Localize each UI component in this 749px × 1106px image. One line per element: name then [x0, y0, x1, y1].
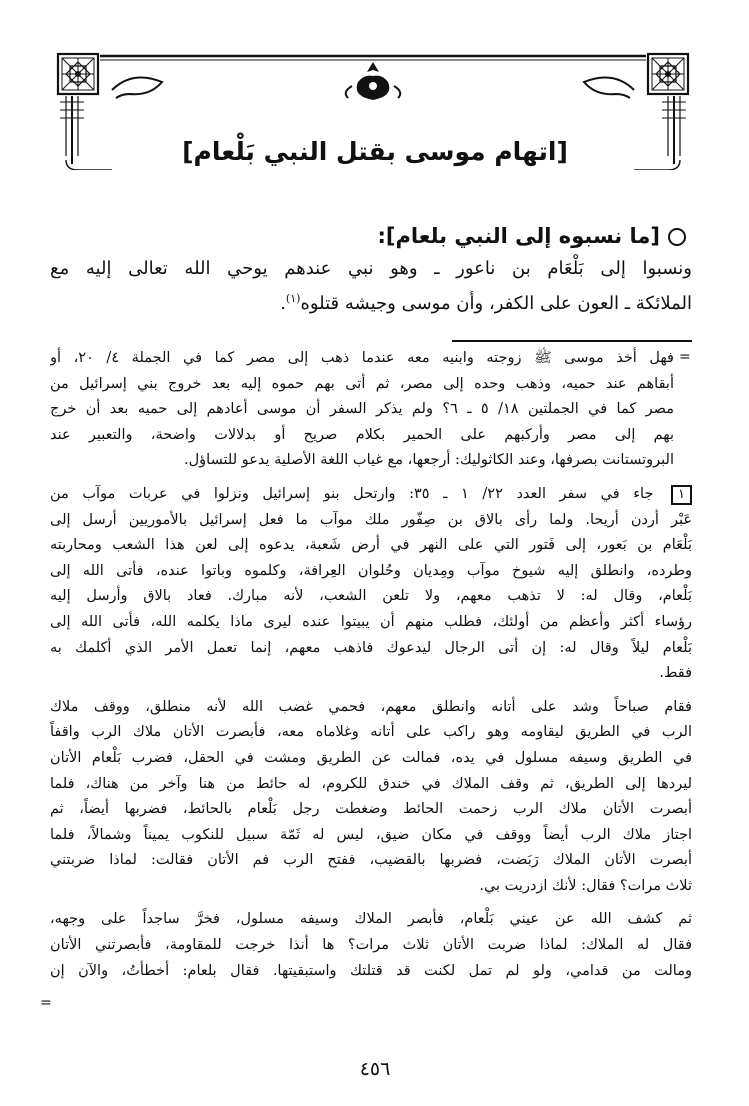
- footnote-line: بَلْعام ليلاً وقال له: إن أتى الرجال ليدعوك فاذهب معهم، إنما تعمل الأمر الذي أكلمك به: [50, 639, 692, 656]
- footnote-separator-rule: [452, 340, 692, 342]
- footnote-line: فقال له الملاك: لماذا ضربت الأتان ثلاث مرات؟ ها أنذا خرجت للمقاومة، فأبصرتني الأتان: [50, 937, 692, 954]
- footnote-line: البروتستانت بصرفها، وعند الكاثوليك: أرجعها، مع غياب اللغة الأصلية يدعو للتساؤل.: [184, 452, 674, 469]
- right-scroll-curl: [584, 78, 634, 99]
- footnote-line: فقام صباحاً وشد على أتانه وانطلق معهم، فحمي غضب الله لأنه منطلق، ووقف ملاك: [50, 698, 692, 715]
- footnote-line: رؤساء أكثر وأعظم من أولئك، فطلب منهم أن يبيتوا عنده ليرى ماذا يكلمه الله، فأتى الله إلى: [50, 613, 692, 630]
- footnote-line: مصر كما في الجملتين ١٨/ ٥ ـ ٦؟ ولم يذكر السفر أن موسى أعادهم إلى حميه بعد أن خرج: [50, 401, 674, 418]
- footnote-reference: (١): [285, 292, 301, 305]
- footnote-line: بهم إلى مصر وأركبهم على الحمير بكلام صريح أو بدلالات واضحة، والتعبير عند: [50, 426, 674, 443]
- main-body-text: [50, 254, 692, 319]
- footnote-line: فهل أخذ موسى ﷺ زوجته وابنيه معه عندما ذهب إلى مصر كما في الجملة ٤/ ٢٠، أو: [50, 350, 674, 366]
- footnote-number-box: ١: [671, 485, 692, 505]
- footnote-1-paragraph-2: [50, 695, 692, 900]
- footnote-line: أبصرت الأتان ملاك الرب زحمت الحائط وضغطت رجل بَلْعام بالحائط، فضربها أيضاً، ثم: [50, 801, 692, 818]
- body-line: الملائكة ـ العون على الكفر، وأن موسى وجيشه قتلوه$^{(١)}$.: [280, 292, 692, 314]
- left-column-ornament: [60, 96, 84, 164]
- footnote-1-paragraph-3: [50, 907, 692, 984]
- section-heading: [300, 218, 686, 254]
- body-line: ونسبوا إلى بَلْعَام بن ناعور ـ وهو نبي عندهم يوحي الله تعالى إليه مع: [50, 258, 692, 279]
- footnote-line: الرب في الطريق ليقاومه وهو راكب على أتانه وغلاماه معه، فأبصرت الأتان ملاك الرب واقفاً: [50, 724, 692, 741]
- footnote-line: ومالت من قدامي، ولو لم تمل لكنت قد قتلتك واستبقيتها. فقال بلعام: أخطأتُ، والآن إن: [50, 962, 692, 979]
- footnote-line: بَلْعام، وقال له: لا تذهب معهم، ولا تلعن الشعب، لأنه مبارك. فعاد بالاق وأرسل إليه: [50, 588, 692, 605]
- center-lotus-ornament: [346, 62, 401, 100]
- footnote-1-paragraph-1: [50, 482, 692, 687]
- footnote-line: اجتاز ملاك الرب أيضاً ووقف في مكان ضيق، ليس له ثَمّة سبيل للنكوب يميناً وشمالاً، فلما: [50, 826, 692, 843]
- footnote-line: في الطريق وسيفه مسلول في يده، فمالت عن الطريق ومشت في الحقل، فضرب بَلْعام الأتان: [50, 749, 692, 766]
- section-heading-text: [ما نسبوه إلى النبي بلعام]:: [377, 224, 660, 248]
- chapter-title: [اتهام موسى بقتل النبي بَلْعام]: [182, 137, 568, 166]
- footnote-line: بَلْعَام بن بَعور، إلى فَتور التي على النهر في أرض شَعبة، يدعوه إلى لعن هذا الشعب ومحاربته: [50, 537, 692, 554]
- footnote-line: أبصرت الأتان الملاك رَبَضت، فضربها بالقضيب، ففتح الرب فم الأتان فقالت: لماذا ضربتني: [50, 852, 692, 869]
- footnote-line: أبقاهم عند حميه، وذهب وحده إلى مصر، ثم أتى بهم حموه إليه بعد خروج بني إسرائيل من: [50, 375, 674, 392]
- circle-bullet-icon: [668, 228, 686, 246]
- continuation-marker: =: [679, 349, 691, 365]
- footnote-line: وطرده، وانطلق إليه شيوخ موآب ومِديان وحُلوان العِرافة، وكلموه وباتوا عنده، فأتى الله إلى: [50, 562, 692, 579]
- footnote-line: فقط.: [659, 665, 692, 682]
- right-column-ornament: [662, 96, 686, 164]
- footnote-continuation: [50, 346, 692, 474]
- lattice-ornament-left: [58, 54, 98, 94]
- footnote-line: ليردها إلى الطريق، ثم وقف الملاك في خندق للكروم، له حائط من هنا وآخر من هناك، فلما: [50, 775, 692, 792]
- footnote-line: عَبْر أردن أريحا. ولما رأى بالاق بن صِفّور ملك موآب ما فعل إسرائيل بالأموريين أرسل إلى: [50, 511, 692, 528]
- lattice-ornament-right: [648, 54, 688, 94]
- footnote-line: ١ جاء في سفر العدد ٢٢/ ١ ـ ٣٥: وارتحل بنو إسرائيل ونزلوا في عربات موآب من: [50, 482, 692, 508]
- footnote-line: ثم كشف الله عن عيني بَلْعام، فأبصر الملاك وسيفه مسلول، فخرَّ ساجداً على وجهه،: [50, 911, 692, 928]
- page-number: ٤٥٦: [359, 1058, 391, 1080]
- footnotes-area: [50, 346, 692, 992]
- footnote-line: ثلاث مرات؟ فقال: لأنك ازدريت بي.: [479, 877, 692, 894]
- left-scroll-curl: [112, 78, 162, 99]
- continuation-marker-end: =: [40, 995, 52, 1011]
